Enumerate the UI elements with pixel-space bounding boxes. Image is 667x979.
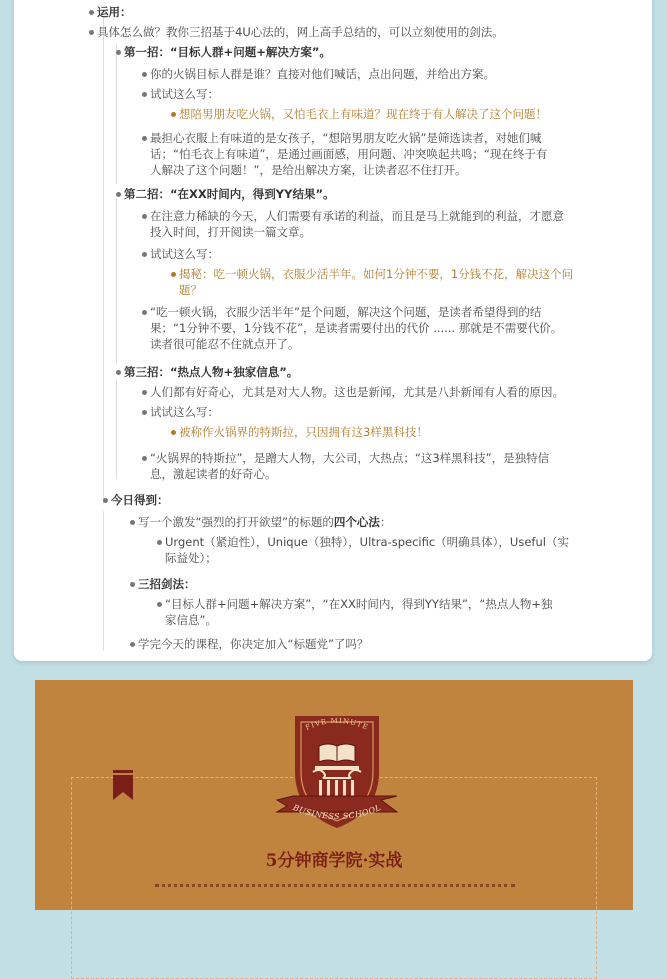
outline-item bbox=[124, 186, 335, 202]
three-moves-line: “目标人群+问题+解决方案”，“在XX时间内，得到YY结果”，“热点人物+独 bbox=[165, 597, 553, 611]
move1-desc: 你的火锅目标人群是谁？直接对他们喊话，点出问题，并给出方案。 bbox=[150, 67, 495, 81]
closing-question: 学完今天的课程，你决定加入“标题党”了吗？ bbox=[138, 637, 369, 651]
bullet bbox=[89, 10, 94, 15]
outline-item bbox=[97, 4, 132, 20]
outline-item bbox=[150, 130, 547, 178]
bullet bbox=[116, 370, 121, 375]
outline-item bbox=[124, 364, 298, 380]
outline-item bbox=[150, 304, 562, 352]
move3-try-label: 试试这么写： bbox=[150, 405, 219, 419]
bullet bbox=[89, 30, 94, 35]
today-write-bold: 四个心法 bbox=[333, 515, 380, 529]
move2-desc-line: 投入时间，打开阅读一篇文章。 bbox=[150, 225, 311, 239]
outline-item bbox=[138, 514, 391, 530]
notes-card bbox=[14, 0, 652, 661]
banner-decor-line bbox=[155, 884, 515, 905]
bullet bbox=[157, 540, 162, 545]
move3-example: 被称作火锅界的特斯拉，只因拥有这3样黑科技！ bbox=[179, 425, 428, 439]
move3-desc: 人们都有好奇心，尤其是对大人物。这也是新闻，尤其是八卦新闻有人看的原因。 bbox=[150, 385, 564, 399]
bullet bbox=[116, 50, 121, 55]
move2-example-line: 揭秘：吃一顿火锅，衣服少活半年。如何1分钟不要，1分钱不花，解决这个问 bbox=[179, 267, 574, 281]
brand-banner bbox=[35, 680, 633, 910]
bullet bbox=[103, 498, 108, 503]
outline-item bbox=[150, 208, 564, 240]
bullet bbox=[142, 136, 147, 141]
move2-analysis-line: 果；“1分钟不要，1分钱不花”，是读者需要付出的代价 ...... 那就是不需要代价。 bbox=[150, 321, 563, 335]
outline-item bbox=[150, 246, 219, 262]
usage-label: 运用： bbox=[97, 5, 132, 19]
move3-title: 第三招：“热点人物+独家信息”。 bbox=[124, 365, 299, 379]
outline-item bbox=[165, 534, 569, 566]
bullet bbox=[171, 272, 176, 277]
bullet bbox=[171, 112, 176, 117]
outline-item bbox=[150, 86, 219, 102]
outline-guide bbox=[116, 44, 117, 184]
outline-item bbox=[124, 44, 331, 60]
outline-guide bbox=[116, 199, 117, 364]
outline-item bbox=[138, 636, 368, 652]
outline-item bbox=[138, 576, 196, 592]
banner-title: 5分钟商学院·实战 bbox=[265, 851, 403, 871]
bullet bbox=[142, 214, 147, 219]
bookmark-icon bbox=[113, 770, 133, 800]
move1-example: 想陪男朋友吃火锅，又怕毛衣上有味道？现在终于有人解决了这个问题！ bbox=[179, 107, 547, 121]
move1-try-label: 试试这么写： bbox=[150, 87, 219, 101]
outline-item bbox=[165, 596, 553, 628]
today-write-suffix: ： bbox=[379, 515, 392, 529]
bullet bbox=[157, 602, 162, 607]
today-write-text: 写一个激发“强烈的打开欲望”的标题的 bbox=[138, 515, 334, 529]
move1-analysis-line: 最担心衣服上有味道的是女孩子，“想陪男朋友吃火锅”是筛选读者，对她们喊 bbox=[150, 131, 542, 145]
four-principles-line: Urgent（紧迫性），Unique（独特），Ultra-specific（明确具体），Useful（实 bbox=[165, 535, 569, 549]
move3-analysis-line: 息，激起读者的好奇心。 bbox=[150, 467, 277, 481]
school-emblem-icon bbox=[267, 702, 407, 842]
bullet bbox=[142, 456, 147, 461]
outline-item bbox=[150, 450, 549, 482]
move1-title: 第一招：“目标人群+问题+解决方案”。 bbox=[124, 45, 331, 59]
outline-item bbox=[179, 106, 547, 122]
move2-desc-line: 在注意力稀缺的今天，人们需要有承诺的利益，而且是马上就能到的利益，才愿意 bbox=[150, 209, 564, 223]
today-label: 今日得到： bbox=[111, 493, 169, 507]
bullet bbox=[142, 252, 147, 257]
emblem-bottom-text: BUSINESS SCHOOL bbox=[291, 802, 383, 822]
outline-item bbox=[111, 492, 169, 508]
bullet bbox=[116, 192, 121, 197]
move1-analysis-line: 话；“怕毛衣上有味道”，是通过画面感，用问题、冲突唤起共鸣；“现在终于有 bbox=[150, 147, 548, 161]
outline-item bbox=[179, 266, 573, 298]
bullet bbox=[130, 520, 135, 525]
move1-analysis-line: 人解决了这个问题！”，是给出解决方案，让读者忍不住打开。 bbox=[150, 163, 467, 177]
bullet bbox=[142, 72, 147, 77]
four-principles-line: 际益处）； bbox=[165, 551, 217, 565]
bullet bbox=[130, 642, 135, 647]
outline-tree bbox=[14, 0, 652, 661]
outline-guide bbox=[116, 379, 117, 479]
outline-item bbox=[150, 384, 564, 400]
outline-item bbox=[150, 404, 219, 420]
bullet bbox=[142, 390, 147, 395]
outline-guide bbox=[103, 511, 104, 651]
three-moves-line: 家信息”。 bbox=[165, 613, 217, 627]
bullet bbox=[142, 310, 147, 315]
move2-analysis-line: “吃一顿火锅，衣服少活半年”是个问题，解决这个问题，是读者希望得到的结 bbox=[150, 305, 542, 319]
bullet bbox=[142, 410, 147, 415]
move3-analysis-line: “火锅界的特斯拉”，是蹭大人物，大公司，大热点；“这3样黑科技”，是独特信 bbox=[150, 451, 550, 465]
emblem-top-text: FIVE MINUTE bbox=[304, 716, 370, 732]
outline-item bbox=[97, 24, 504, 40]
three-moves-label: 三招剑法： bbox=[138, 577, 196, 591]
outline-item bbox=[150, 66, 495, 82]
move2-example-line: 题？ bbox=[179, 283, 202, 297]
how-text: 具体怎么做？教你三招基于4U心法的，网上高手总结的，可以立刻使用的剑法。 bbox=[97, 25, 504, 39]
move2-try-label: 试试这么写： bbox=[150, 247, 219, 261]
move2-analysis-line: 读者很可能忍不住就点开了。 bbox=[150, 337, 300, 351]
bullet bbox=[142, 92, 147, 97]
bullet bbox=[130, 582, 135, 587]
bullet bbox=[171, 430, 176, 435]
outline-item bbox=[179, 424, 428, 440]
move2-title: 第二招：“在XX时间内，得到YY结果”。 bbox=[124, 187, 335, 201]
outline-guide bbox=[103, 16, 104, 504]
